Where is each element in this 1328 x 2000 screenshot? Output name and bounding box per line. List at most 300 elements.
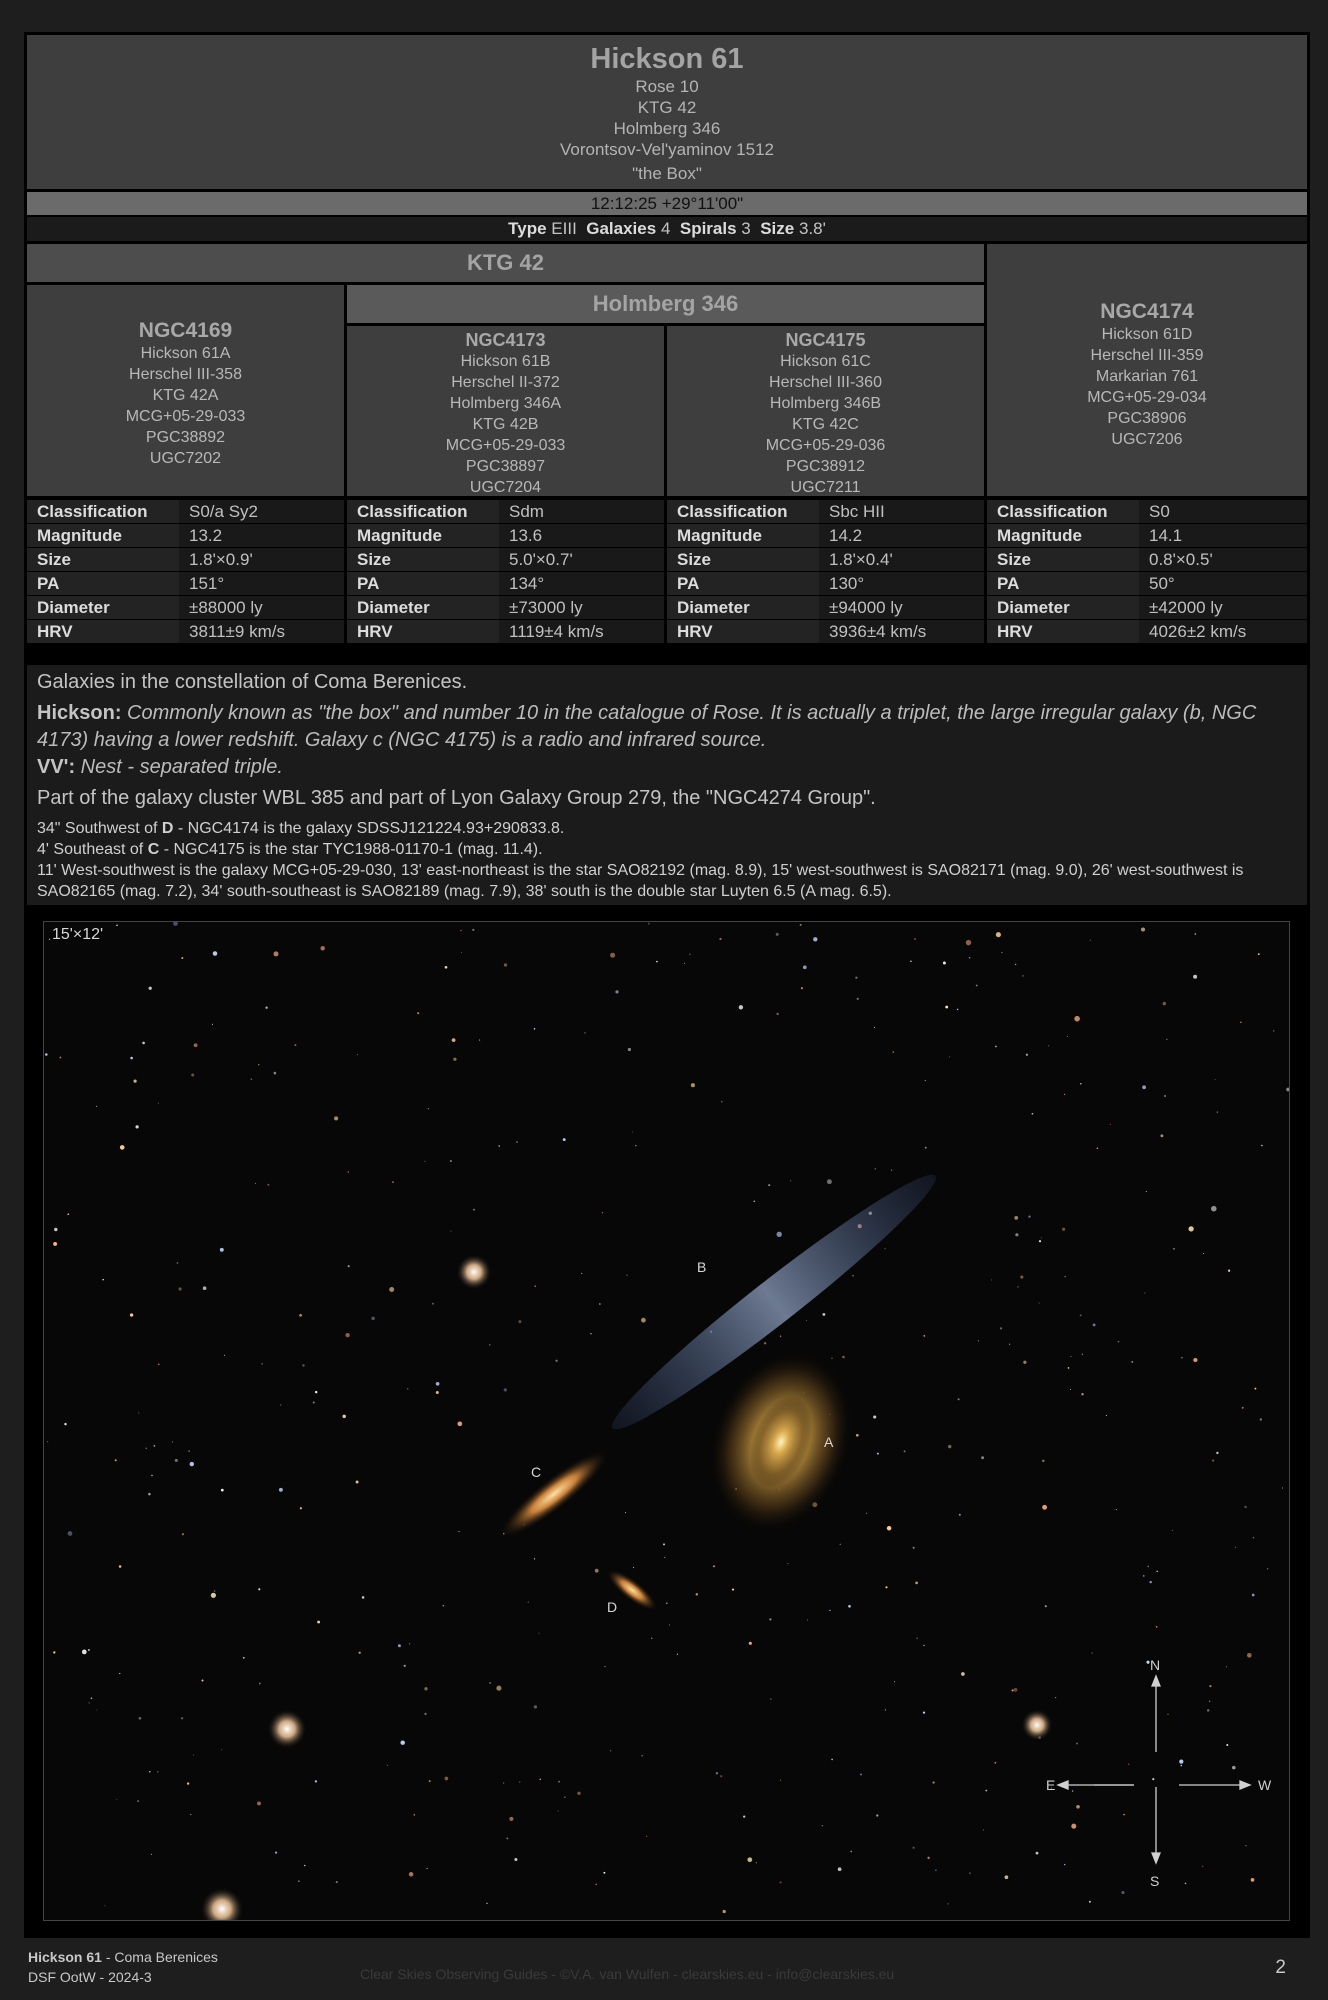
star	[852, 1275, 853, 1276]
star	[961, 1672, 965, 1676]
prop-label: Diameter	[27, 596, 179, 620]
star	[1273, 1030, 1275, 1032]
star	[1005, 1875, 1009, 1879]
star	[915, 1582, 918, 1585]
star	[82, 1650, 87, 1655]
star	[1012, 1689, 1014, 1691]
star	[49, 939, 50, 940]
star	[807, 1619, 808, 1620]
vv-text: Nest - separated triple.	[80, 756, 283, 778]
star	[719, 938, 721, 940]
star	[595, 1569, 599, 1573]
star	[479, 1040, 480, 1041]
star	[342, 1415, 345, 1418]
star	[1110, 1124, 1111, 1125]
star	[148, 1493, 151, 1496]
galaxy-alias: UGC7204	[469, 479, 542, 496]
star	[172, 1441, 173, 1442]
galaxy-alias: Hickson 61C	[780, 353, 871, 370]
alias-line: "the Box"	[632, 164, 702, 183]
star	[985, 1790, 987, 1792]
star	[873, 1415, 876, 1418]
star	[1039, 1303, 1040, 1304]
star	[602, 1212, 603, 1213]
star	[348, 1265, 350, 1267]
star	[877, 1453, 879, 1455]
star	[664, 1557, 665, 1558]
star	[136, 1125, 139, 1128]
constellation-note: Galaxies in the constellation of Coma Berenices.	[37, 671, 468, 693]
cluster-note: Part of the galaxy cluster WBL 385 and part of Lyon Galaxy Group 279, the "NGC4274 Group".	[37, 787, 876, 809]
star	[193, 1754, 194, 1755]
star	[691, 1083, 695, 1087]
star	[720, 1775, 722, 1777]
detail-notes	[27, 818, 1307, 902]
star	[539, 1633, 540, 1634]
star	[175, 1459, 178, 1462]
type-value: EIII	[551, 219, 577, 238]
star	[1254, 1388, 1256, 1390]
star	[642, 1755, 643, 1756]
star	[1023, 1361, 1026, 1364]
type-bar	[27, 217, 1307, 241]
star	[134, 1080, 137, 1083]
star	[842, 1356, 845, 1359]
star	[625, 1512, 626, 1513]
star	[769, 1618, 771, 1620]
star	[677, 1654, 678, 1655]
star	[398, 1644, 401, 1647]
star	[91, 1697, 92, 1698]
star	[540, 1779, 541, 1780]
star	[1261, 1145, 1263, 1147]
star	[577, 1792, 580, 1795]
star	[1001, 952, 1002, 953]
star	[800, 924, 802, 926]
star	[130, 1313, 133, 1316]
galaxy-alias: Herschel II-372	[451, 374, 560, 391]
star	[1173, 1248, 1175, 1250]
star	[60, 1057, 62, 1059]
star	[457, 1421, 462, 1426]
footer-series: DSF OotW - 2024-3	[28, 1969, 152, 1985]
star	[610, 953, 615, 958]
star	[1097, 1148, 1099, 1150]
star	[978, 1340, 979, 1341]
star	[45, 1053, 48, 1056]
props-table-ngc4169	[27, 499, 344, 644]
prop-label: HRV	[27, 620, 179, 644]
star	[356, 1481, 359, 1484]
star	[1042, 1505, 1047, 1510]
star	[1167, 1714, 1168, 1715]
prop-label: Size	[347, 548, 499, 572]
star	[943, 962, 946, 965]
prop-value: 14.2	[819, 524, 984, 548]
star	[54, 1228, 57, 1231]
star	[320, 946, 324, 950]
star	[139, 1717, 142, 1720]
star	[866, 1513, 867, 1514]
bright-star	[1021, 1709, 1053, 1741]
star	[1141, 927, 1145, 931]
star	[914, 938, 915, 939]
star	[154, 1445, 156, 1447]
star	[1067, 1036, 1068, 1037]
star	[555, 1360, 557, 1362]
star	[304, 1865, 306, 1867]
star	[1000, 1327, 1002, 1329]
star	[1217, 1111, 1218, 1112]
star	[534, 1558, 535, 1559]
star	[1209, 1701, 1210, 1702]
star	[948, 1445, 951, 1448]
star	[932, 1781, 934, 1783]
star	[509, 1817, 513, 1821]
star	[1228, 1270, 1230, 1272]
footer-constellation: Coma Berenices	[114, 1949, 218, 1965]
star	[357, 1054, 358, 1055]
star	[1064, 1094, 1065, 1095]
star	[827, 1179, 832, 1184]
galaxy-alias: Holmberg 346A	[449, 395, 562, 412]
star	[426, 1868, 427, 1869]
star	[779, 1881, 781, 1883]
star	[1039, 1240, 1041, 1242]
galaxy-alias: Herschel III-360	[769, 374, 882, 391]
star	[996, 932, 1001, 937]
star	[387, 1765, 388, 1766]
star	[1148, 1566, 1149, 1567]
star	[633, 1567, 634, 1568]
star	[53, 1242, 57, 1246]
props-table-ngc4173	[347, 499, 664, 644]
star	[635, 1145, 636, 1146]
star	[146, 1448, 147, 1449]
prop-label: Magnitude	[27, 524, 179, 548]
star	[721, 1101, 723, 1103]
prop-value: S0	[1139, 500, 1307, 524]
star	[957, 1009, 959, 1011]
galaxy-box-ngc4169	[27, 285, 344, 496]
star	[822, 1313, 825, 1316]
galaxy-alias: Hickson 61D	[1101, 326, 1193, 343]
star	[1240, 1021, 1242, 1023]
star	[1089, 1901, 1091, 1903]
star	[557, 1810, 558, 1811]
galaxy-box-ngc4173	[347, 326, 664, 496]
type-label: Type	[508, 219, 547, 238]
star	[822, 1825, 823, 1826]
star	[590, 1333, 591, 1334]
star	[409, 1643, 410, 1644]
star	[838, 1867, 842, 1871]
star	[885, 1248, 886, 1249]
star	[116, 1799, 117, 1800]
star	[1144, 1292, 1145, 1293]
galaxy-alias: PGC38897	[465, 458, 546, 475]
star	[713, 1565, 715, 1567]
star	[927, 1857, 929, 1859]
galaxy-alias: Holmberg 346B	[769, 395, 882, 412]
star	[945, 1006, 948, 1009]
star	[489, 1344, 490, 1345]
star	[407, 1388, 409, 1390]
star	[787, 1563, 788, 1564]
star	[1092, 1652, 1093, 1653]
star	[831, 1759, 833, 1761]
star	[663, 1543, 665, 1545]
star	[1188, 1226, 1193, 1231]
star	[1123, 1814, 1124, 1815]
prop-label: Classification	[347, 500, 499, 524]
star	[1076, 1743, 1078, 1745]
galaxy-alias: UGC7202	[149, 450, 222, 467]
star	[528, 1602, 529, 1603]
star	[1080, 1083, 1082, 1085]
page-number: 2	[1275, 1957, 1286, 1978]
prop-label: Magnitude	[987, 524, 1139, 548]
star	[599, 1303, 600, 1304]
star	[1116, 1509, 1117, 1510]
star	[432, 1303, 434, 1305]
star	[1156, 1571, 1158, 1573]
star	[187, 1782, 189, 1784]
star	[615, 990, 618, 993]
star	[534, 1705, 537, 1708]
star	[130, 1057, 133, 1060]
footer-object: Hickson 61	[28, 1949, 102, 1965]
star	[392, 1181, 393, 1182]
star	[648, 923, 650, 925]
star	[1242, 1407, 1244, 1409]
star	[190, 1462, 194, 1466]
star	[417, 1012, 419, 1014]
star	[1179, 1760, 1183, 1764]
star	[359, 1652, 361, 1654]
star	[445, 1777, 449, 1781]
star	[1156, 1626, 1157, 1627]
star	[780, 1336, 781, 1337]
star	[188, 1450, 190, 1452]
field-of-view: 15'×12'	[52, 926, 104, 943]
star	[749, 1642, 752, 1645]
star	[516, 1141, 517, 1142]
star	[747, 1857, 752, 1862]
prop-value: 1119±4 km/s	[499, 620, 664, 644]
object-header	[27, 35, 1307, 189]
star	[404, 1665, 406, 1667]
detail-key: C	[147, 841, 160, 858]
star	[191, 1074, 194, 1077]
prop-label: HRV	[667, 620, 819, 644]
alias-line: Rose 10	[635, 77, 699, 96]
star	[850, 1851, 852, 1853]
hickson-text: Commonly known as "the box" and number 10 in the catalogue of Rose. It is actually a triplet, the large irregular galaxy (b, NGC 4173) having a lower redshift. Galaxy c (NGC 4175) is a radio and infrared source.	[37, 702, 1257, 751]
galaxy-alias: MCG+05-29-033	[125, 408, 246, 425]
star	[1121, 1891, 1124, 1894]
star	[453, 1058, 456, 1061]
star	[119, 1673, 120, 1674]
star	[1048, 1045, 1049, 1046]
star	[1022, 975, 1024, 977]
prop-value: S0/a Sy2	[179, 500, 344, 524]
star	[53, 1651, 55, 1653]
galaxy-alias: PGC38892	[145, 429, 226, 446]
galaxy-alias: Markarian 761	[1095, 368, 1199, 385]
star	[1020, 1276, 1023, 1279]
star	[780, 1780, 781, 1781]
star	[666, 1602, 667, 1603]
star	[1247, 1653, 1252, 1658]
galaxy-name: NGC4173	[465, 330, 546, 350]
star	[194, 1043, 198, 1047]
star	[1207, 1709, 1210, 1712]
star	[224, 1355, 225, 1356]
star	[969, 1872, 971, 1874]
star	[461, 952, 462, 953]
star	[857, 998, 859, 1000]
star	[1106, 1415, 1107, 1416]
star	[1062, 1228, 1065, 1231]
prop-value: ±73000 ly	[499, 596, 664, 620]
star	[1164, 1095, 1166, 1097]
prop-label: PA	[987, 572, 1139, 596]
star	[916, 1638, 917, 1639]
star	[317, 1621, 320, 1624]
bright-star	[267, 1709, 307, 1749]
star	[47, 1441, 48, 1442]
star	[348, 1171, 349, 1172]
star	[1209, 1685, 1211, 1687]
star	[1146, 1191, 1147, 1192]
star	[1181, 1357, 1182, 1358]
spirals-value: 3	[741, 219, 751, 238]
star	[581, 1273, 582, 1274]
star	[689, 954, 690, 955]
star	[739, 1005, 743, 1009]
galaxy-alias: Herschel III-358	[129, 366, 242, 383]
star	[1014, 1688, 1018, 1692]
star	[158, 1364, 159, 1365]
star	[302, 1364, 304, 1366]
star	[1070, 1356, 1071, 1357]
star	[1045, 1605, 1047, 1607]
star	[1080, 1315, 1082, 1317]
star	[743, 1815, 745, 1817]
star	[1143, 1575, 1145, 1577]
star	[1193, 975, 1197, 979]
star	[1068, 1367, 1070, 1369]
star	[910, 961, 912, 963]
star	[716, 1772, 718, 1774]
star	[875, 1168, 876, 1169]
star	[1202, 1866, 1203, 1867]
star	[1232, 1766, 1236, 1770]
star	[1212, 1459, 1214, 1461]
galaxy-alias: KTG 42A	[152, 387, 219, 404]
star	[923, 1711, 925, 1713]
footer-left	[28, 1947, 218, 1987]
galaxy-alias: Herschel III-359	[1090, 347, 1204, 364]
star	[1252, 1594, 1255, 1597]
star	[371, 1317, 375, 1321]
star	[756, 1862, 757, 1863]
star	[157, 1771, 159, 1773]
star	[428, 1108, 429, 1109]
galaxy-alias: UGC7206	[1111, 431, 1183, 448]
bright-star	[456, 1254, 492, 1290]
star	[138, 1412, 139, 1413]
prop-label: PA	[347, 572, 499, 596]
star	[151, 1475, 153, 1477]
star	[178, 1287, 181, 1290]
star	[334, 1116, 338, 1120]
star	[221, 1749, 222, 1750]
galaxy-alias: Hickson 61B	[460, 353, 551, 370]
star	[1131, 1361, 1133, 1363]
star	[893, 1051, 895, 1053]
star	[1211, 1206, 1217, 1212]
star	[684, 963, 685, 964]
prop-label: Size	[667, 548, 819, 572]
star	[1026, 1054, 1028, 1056]
star	[753, 1200, 755, 1202]
star	[1258, 953, 1260, 955]
star	[935, 1870, 936, 1871]
star	[452, 1038, 456, 1042]
star	[473, 1209, 475, 1211]
star	[300, 1507, 302, 1509]
star	[995, 1762, 997, 1764]
star	[1244, 1506, 1246, 1508]
galaxy-alias: PGC38912	[785, 458, 866, 475]
galaxy-box-ngc4174	[987, 244, 1307, 496]
prop-label: HRV	[347, 620, 499, 644]
star	[503, 1782, 504, 1783]
star	[504, 1388, 507, 1391]
star	[1226, 1744, 1228, 1746]
prop-value: 0.8'×0.5'	[1139, 548, 1307, 572]
prop-value: 151°	[179, 572, 344, 596]
star	[362, 1596, 365, 1599]
star	[1015, 964, 1016, 965]
galaxy-name: NGC4175	[785, 330, 866, 350]
props-table-ngc4175	[667, 499, 984, 644]
star	[213, 951, 218, 956]
star	[88, 1702, 89, 1703]
star	[409, 1872, 414, 1877]
star	[904, 1450, 906, 1452]
star	[429, 1780, 431, 1782]
star	[646, 1836, 647, 1837]
star	[913, 1547, 915, 1549]
hickson-note: Hickson: Commonly known as "the box" and number 10 in the catalogue of Rose. It is actually a triplet, the large irregular galaxy (b, NGC 4173) having a lower redshift. Galaxy c (NGC 4175) is a radio and infrared source. VV': Nest - separated triple.	[37, 702, 1257, 778]
star	[1235, 1547, 1236, 1548]
star	[595, 1884, 597, 1886]
star	[1065, 1276, 1066, 1277]
prop-label: Diameter	[347, 596, 499, 620]
star	[450, 1231, 451, 1232]
prop-value: 13.2	[179, 524, 344, 548]
sky-photo	[43, 921, 1290, 1921]
star	[116, 925, 118, 927]
footer-credit: Clear Skies Observing Guides - ©V.A. van Wulfen - clearskies.eu - info@clearskies.eu	[360, 1966, 895, 1982]
star	[104, 1905, 105, 1906]
star	[273, 951, 278, 956]
star	[280, 1404, 281, 1405]
star	[923, 1645, 924, 1646]
